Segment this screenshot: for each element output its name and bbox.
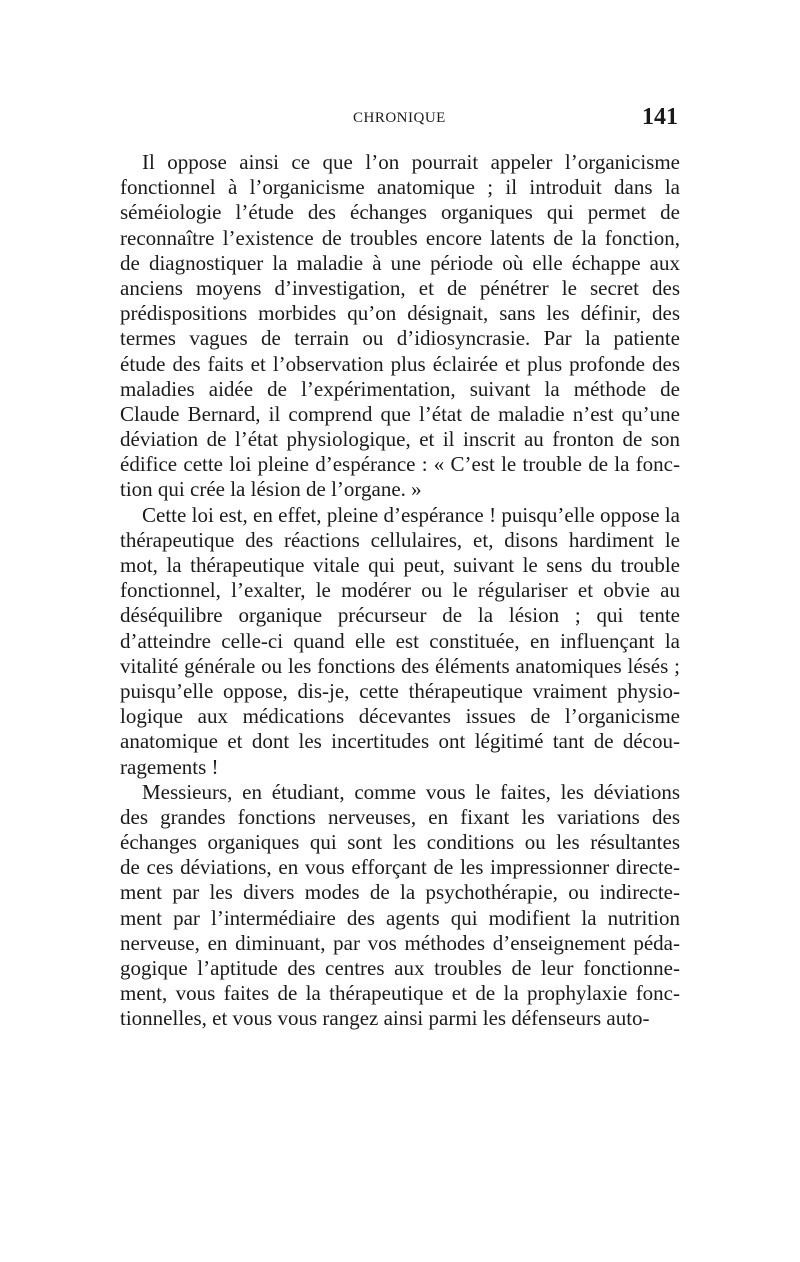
text-line: prédispositions morbides qu’on désignait, sans les définir, des: [120, 301, 680, 326]
body-text: [120, 150, 680, 1032]
text-line: anatomique et dont les incertitudes ont légitimé tant de décou-: [120, 729, 680, 754]
text-line: nerveuse, en diminuant, par vos méthodes d’enseignement péda-: [120, 930, 680, 955]
text-line: déséquilibre organique précurseur de la lésion ; qui tente: [120, 603, 680, 628]
text-line: fonctionnel à l’organicisme anatomique ; il introduit dans la: [120, 175, 680, 200]
text-line: d’atteindre celle-ci quand elle est constituée, en influençant la: [120, 628, 680, 653]
text-line: étude des faits et l’observation plus éclairée et plus profonde des: [120, 351, 680, 376]
text-line: reconnaître l’existence de troubles encore latents de la fonction,: [120, 225, 680, 250]
text-line: ment, vous faites de la thérapeutique et de la prophylaxie fonc-: [120, 981, 680, 1006]
text-line: Cette loi est, en effet, pleine d’espérance ! puisqu’elle oppose la: [142, 502, 680, 527]
text-line: édifice cette loi pleine d’espérance : « C’est le trouble de la fonc-: [120, 452, 680, 477]
text-line: ragements !: [120, 754, 219, 779]
text-line: puisqu’elle oppose, dis-je, cette thérapeutique vraiment physio-: [120, 678, 680, 703]
page-number: 141: [642, 104, 678, 130]
text-line: logique aux médications décevantes issues de l’organicisme: [120, 704, 680, 729]
text-line: séméiologie l’étude des échanges organiques qui permet de: [120, 200, 680, 225]
text-line: tionnelles, et vous vous rangez ainsi parmi les défenseurs auto-: [120, 1006, 650, 1031]
text-line: de ces déviations, en vous efforçant de les impressionner directe-: [120, 855, 680, 880]
text-line: vitalité générale ou les fonctions des éléments anatomiques lésés ;: [120, 653, 680, 678]
text-line: échanges organiques qui sont les conditions ou les résultantes: [120, 830, 680, 855]
text-line: déviation de l’état physiologique, et il inscrit au fronton de son: [120, 427, 680, 452]
text-line: Il oppose ainsi ce que l’on pourrait appeler l’organicisme: [142, 150, 680, 174]
text-line: gogique l’aptitude des centres aux troubles de leur fonctionne-: [120, 956, 680, 980]
text-line: ment par l’intermédiaire des agents qui modifient la nutrition: [120, 905, 680, 930]
text-line: termes vagues de terrain ou d’idiosyncrasie. Par la patiente: [120, 326, 680, 351]
text-line: anciens moyens d’investigation, et de pénétrer le secret des: [120, 275, 680, 300]
text-line: maladies aidée de l’expérimentation, suivant la méthode de: [120, 376, 680, 401]
text-line: thérapeutique des réactions cellulaires, et, disons hardiment le: [120, 527, 680, 552]
text-line: fonctionnel, l’exalter, le modérer ou le régulariser et obvie au: [120, 578, 680, 603]
running-head: [120, 104, 680, 134]
text-line: mot, la thérapeutique vitale qui peut, suivant le sens du trouble: [120, 553, 680, 577]
text-line: ment par les divers modes de la psychothérapie, ou indirecte-: [120, 880, 680, 905]
text-line: de diagnostiquer la maladie à une période où elle échappe aux: [120, 250, 680, 275]
running-title: CHRONIQUE: [353, 110, 446, 126]
text-line: tion qui crée la lésion de l’organe. »: [120, 477, 422, 502]
text-line: des grandes fonctions nerveuses, en fixant les variations des: [120, 804, 680, 829]
text-line: Messieurs, en étudiant, comme vous le faites, les déviations: [142, 779, 680, 804]
text-line: Claude Bernard, il comprend que l’état de maladie n’est qu’une: [120, 401, 680, 426]
